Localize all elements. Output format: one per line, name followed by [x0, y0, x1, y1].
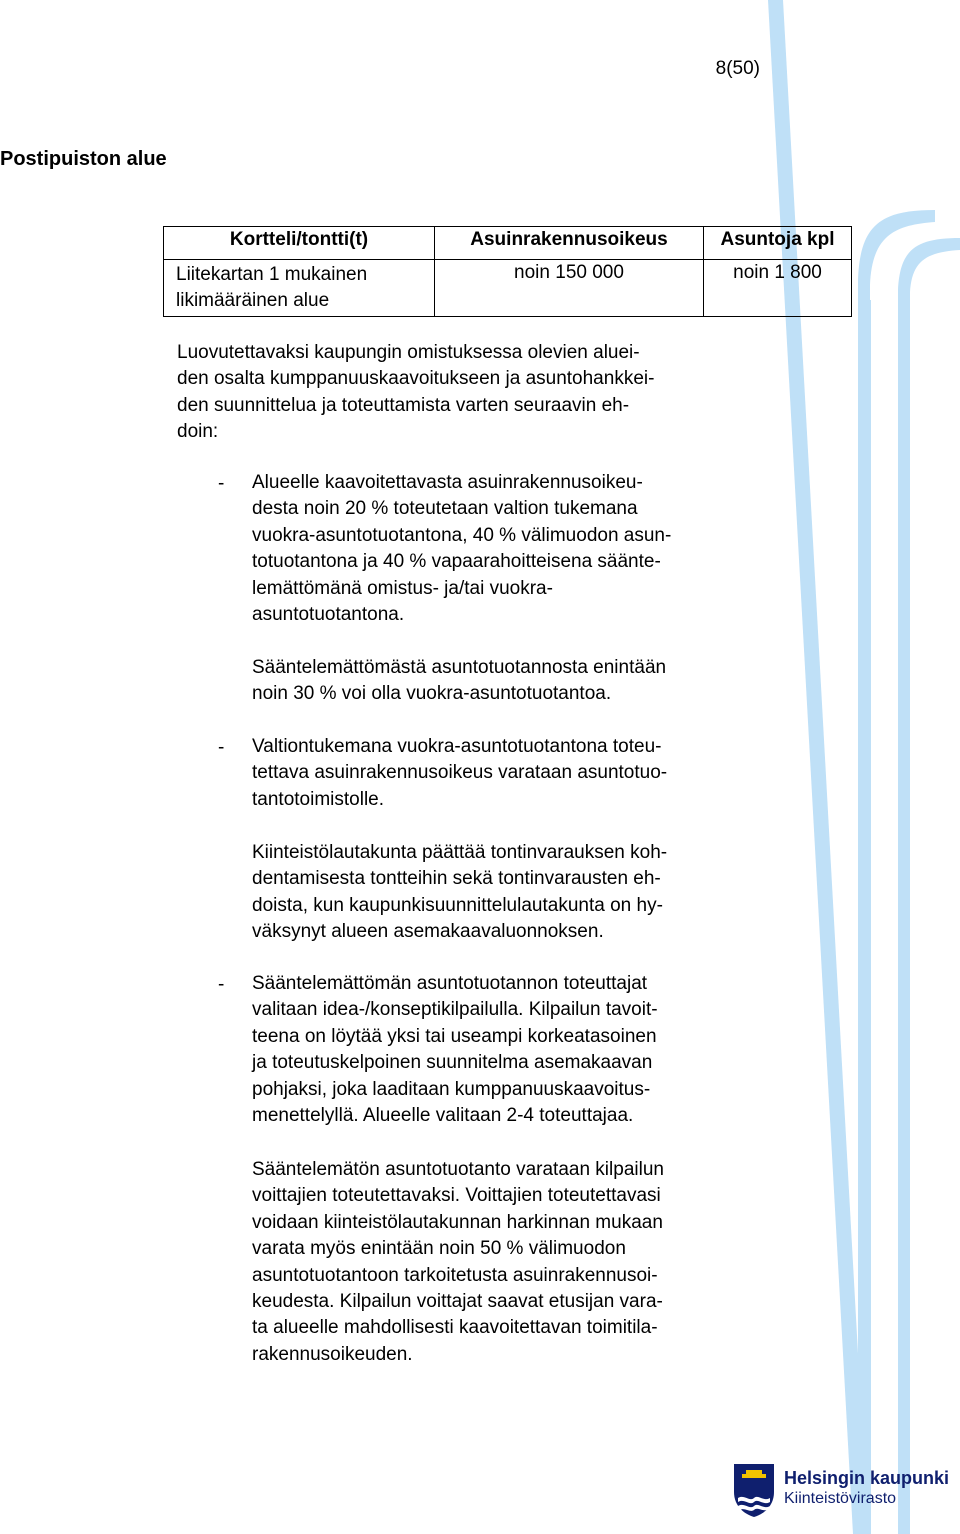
- helsinki-crest-icon: [732, 1462, 776, 1518]
- table-cell-dwellings: noin 1 800: [704, 260, 852, 317]
- section-heading: Postipuiston alue: [0, 148, 167, 170]
- text-line: voittajien toteutettavaksi. Voittajien toteutettavasi: [252, 1185, 661, 1207]
- text-line: pohjaksi, joka laaditaan kumppanuuskaavoitus-: [252, 1078, 651, 1100]
- bullet-paragraph: [252, 470, 671, 628]
- text-line: Kiinteistölautakunta päättää tontinvarauksen koh-: [252, 842, 668, 863]
- text-line: asuntotuotantoon tarkoitetusta asuinrakennusoi-: [252, 1264, 658, 1286]
- table-header-cell: Asuntoja kpl: [704, 227, 852, 260]
- text-line: tettava asuinrakennusoikeus varataan asuntotuo-: [252, 762, 668, 784]
- area-line: Liitekartan 1 mukainen: [176, 264, 368, 285]
- bullet-paragraph: [252, 971, 658, 1129]
- text-line: menettelyllä. Alueelle valitaan 2-4 toteuttajaa.: [252, 1105, 634, 1127]
- text-line: doista, kun kaupunkisuunnittelulautakunta on hy-: [252, 894, 663, 916]
- text-line: rakennusoikeuden.: [252, 1343, 413, 1365]
- text-line: Sääntelemättömästä asuntotuotannosta enintään: [252, 657, 667, 678]
- text-line: desta noin 20 % toteutetaan valtion tukemana: [252, 498, 638, 520]
- area-line: likimääräinen alue: [176, 290, 330, 311]
- text-line: vuokra-asuntotuotantona, 40 % välimuodon asun-: [252, 524, 672, 546]
- text-line: den osalta kumppanuuskaavoitukseen ja asuntohankkei-: [177, 368, 655, 390]
- table-row: [164, 260, 852, 317]
- table-cell-floor-area: noin 150 000: [435, 260, 704, 317]
- body-paragraph: [252, 655, 666, 708]
- bullet-dash: -: [218, 473, 225, 494]
- logo-text-department: Kiinteistövirasto: [784, 1490, 897, 1507]
- text-line: väksynyt alueen asemakaavaluonnoksen.: [252, 921, 604, 943]
- text-line: den suunnittelua ja toteuttamista varten seuraavin eh-: [177, 394, 630, 416]
- text-line: ja toteutuskelpoinen suunnitelma asemakaavan: [252, 1052, 653, 1074]
- text-line: noin 30 % voi olla vuokra-asuntotuotantoa.: [252, 683, 612, 705]
- bullet-paragraph: [252, 734, 667, 813]
- table-header-row: [164, 227, 852, 260]
- bullet-dash: -: [218, 974, 225, 995]
- page-number: 8(50): [715, 58, 760, 79]
- text-line: totuotantona ja 40 % vapaarahoitteisena säänte-: [252, 551, 661, 573]
- text-line: dentamisesta tontteihin sekä tontinvarausten eh-: [252, 868, 661, 890]
- intro-paragraph: [177, 340, 654, 446]
- table-cell-area: [164, 260, 435, 317]
- text-line: Valtiontukemana vuokra-asuntotuotantona toteu-: [252, 736, 662, 757]
- text-line: lemättömänä omistus- ja/tai vuokra-: [252, 577, 553, 599]
- text-line: Sääntelemätön asuntotuotanto varataan kilpailun: [252, 1159, 664, 1180]
- bullet-dash: -: [218, 737, 225, 758]
- text-line: valitaan idea-/konseptikilpailulla. Kilpailun tavoit-: [252, 999, 658, 1021]
- text-line: Luovutettavaksi kaupungin omistuksessa olevien aluei-: [177, 342, 640, 363]
- body-paragraph: [252, 1157, 664, 1368]
- text-line: voidaan kiinteistölautakunnan harkinnan mukaan: [252, 1211, 663, 1233]
- table-header-cell: Asuinrakennusoikeus: [435, 227, 704, 260]
- text-line: Alueelle kaavoitettavasta asuinrakennusoikeu-: [252, 472, 643, 493]
- text-line: ta alueelle mahdollisesti kaavoitettavan toimitila-: [252, 1317, 658, 1339]
- text-line: asuntotuotantona.: [252, 604, 405, 626]
- body-paragraph: [252, 840, 667, 946]
- text-line: doin:: [177, 421, 219, 443]
- text-line: Sääntelemättömän asuntotuotannon toteuttajat: [252, 973, 648, 994]
- text-line: teena on löytää yksi tai useampi korkeatasoinen: [252, 1025, 657, 1047]
- text-line: keudesta. Kilpailun voittajat saavat etusijan vara-: [252, 1291, 663, 1313]
- text-line: varata myös enintään noin 50 % välimuodon: [252, 1238, 626, 1260]
- helsinki-logo: [732, 1462, 950, 1518]
- logo-text-city: Helsingin kaupunki: [784, 1468, 950, 1488]
- text-line: tantotoimistolle.: [252, 788, 385, 810]
- table-header-cell: Kortteli/tontti(t): [164, 227, 435, 260]
- summary-table: [163, 226, 852, 317]
